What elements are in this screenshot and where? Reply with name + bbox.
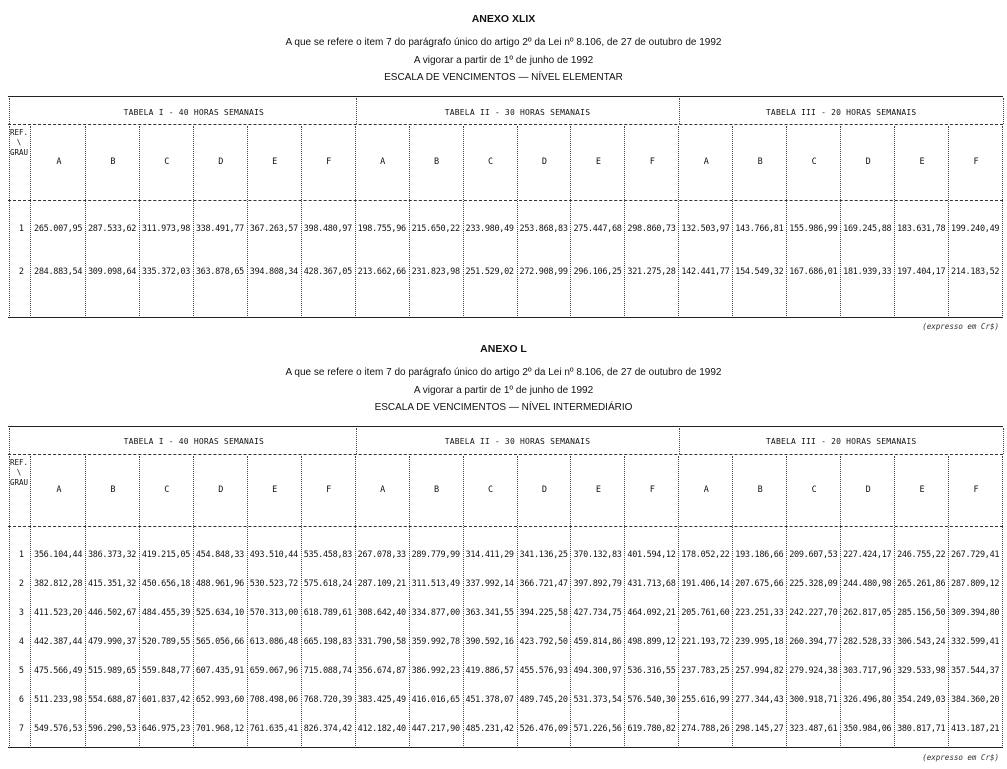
column-separator bbox=[355, 456, 356, 746]
salary-cell: 132.503,97 bbox=[681, 224, 730, 234]
salary-cell: 618.789,61 bbox=[303, 608, 352, 618]
salary-cell: 265.261,86 bbox=[897, 579, 946, 589]
column-separator bbox=[517, 126, 518, 316]
column-header-c: C bbox=[164, 485, 170, 495]
column-header-a: A bbox=[380, 157, 386, 167]
row-grau-label: 3 bbox=[18, 608, 24, 618]
column-separator bbox=[193, 456, 194, 746]
salary-cell: 652.993,60 bbox=[195, 695, 245, 705]
column-header-f: F bbox=[326, 485, 332, 495]
row-grau-label: 4 bbox=[18, 637, 24, 647]
column-header-a: A bbox=[56, 157, 62, 167]
salary-cell: 213.662,66 bbox=[357, 267, 406, 277]
column-header-c: C bbox=[487, 157, 494, 167]
column-separator bbox=[463, 126, 464, 316]
column-separator bbox=[139, 456, 140, 746]
salary-cell: 285.156,50 bbox=[897, 608, 946, 618]
column-header-rule bbox=[8, 526, 1003, 527]
salary-cell: 826.374,42 bbox=[303, 724, 352, 734]
salary-cell: 298.860,73 bbox=[627, 224, 676, 234]
annex1-footnote: (expresso em Cr$) bbox=[922, 322, 999, 331]
salary-cell: 311.513,49 bbox=[411, 579, 460, 589]
salary-cell: 277.344,43 bbox=[735, 695, 784, 705]
ref-grau-label: GRAU bbox=[10, 478, 29, 487]
salary-cell: 601.837,42 bbox=[141, 695, 191, 705]
salary-cell: 306.543,24 bbox=[897, 637, 946, 647]
salary-cell: 331.790,58 bbox=[357, 637, 406, 647]
salary-cell: 274.788,26 bbox=[681, 724, 730, 734]
column-header-d: D bbox=[218, 157, 224, 167]
annex1-subtitle-date: A vigorar a partir de 1º de junho de 1992 bbox=[413, 55, 594, 66]
column-header-b: B bbox=[757, 485, 763, 495]
column-separator bbox=[30, 456, 31, 746]
annex1-subtitle-scale: ESCALA DE VENCIMENTOS — NÍVEL ELEMENTAR bbox=[384, 72, 623, 83]
salary-cell: 272.908,99 bbox=[519, 267, 568, 277]
group-separator bbox=[356, 428, 357, 454]
column-header-a: A bbox=[56, 485, 62, 495]
salary-cell: 357.544,37 bbox=[951, 666, 1000, 676]
salary-cell: 607.435,91 bbox=[195, 666, 245, 676]
salary-cell: 485.231,42 bbox=[465, 724, 514, 734]
salary-cell: 308.642,40 bbox=[357, 608, 406, 618]
salary-cell: 489.745,20 bbox=[519, 695, 568, 705]
salary-cell: 511.233,98 bbox=[34, 695, 83, 705]
salary-cell: 267.729,41 bbox=[951, 550, 1000, 560]
salary-cell: 231.823,98 bbox=[411, 267, 460, 277]
column-separator bbox=[840, 126, 841, 316]
salary-cell: 386.373,32 bbox=[87, 550, 137, 560]
salary-cell: 367.263,57 bbox=[249, 224, 298, 234]
column-separator bbox=[678, 126, 679, 316]
group-separator bbox=[1003, 428, 1004, 454]
column-header-b: B bbox=[110, 485, 116, 495]
salary-cell: 314.411,29 bbox=[465, 550, 514, 560]
salary-cell: 287.109,21 bbox=[357, 579, 406, 589]
left-edge-separator bbox=[9, 126, 10, 316]
salary-cell: 279.924,38 bbox=[789, 666, 838, 676]
salary-cell: 309.098,64 bbox=[87, 267, 137, 277]
salary-cell: 450.656,18 bbox=[141, 579, 191, 589]
salary-cell: 442.387,44 bbox=[34, 637, 83, 647]
salary-cell: 298.145,27 bbox=[735, 724, 784, 734]
salary-cell: 275.447,68 bbox=[573, 224, 622, 234]
column-header-c: C bbox=[487, 485, 494, 495]
salary-cell: 335.372,03 bbox=[141, 267, 191, 277]
column-separator bbox=[193, 126, 194, 316]
group-header: TABELA II - 30 HORAS SEMANAIS bbox=[444, 437, 591, 446]
column-separator bbox=[570, 456, 571, 746]
column-separator bbox=[570, 126, 571, 316]
salary-cell: 287.533,62 bbox=[87, 224, 137, 234]
column-header-c: C bbox=[811, 485, 817, 495]
salary-cell: 341.136,25 bbox=[519, 550, 568, 560]
group-header-rule bbox=[8, 124, 1003, 125]
annex1-title: ANEXO XLIX bbox=[471, 13, 536, 25]
salary-cell: 715.088,74 bbox=[303, 666, 352, 676]
salary-cell: 401.594,12 bbox=[627, 550, 676, 560]
column-header-f: F bbox=[973, 485, 979, 495]
salary-cell: 559.848,77 bbox=[141, 666, 191, 676]
column-separator bbox=[732, 456, 733, 746]
ref-grau-label: REF. bbox=[10, 458, 29, 467]
annex2-subtitle-scale: ESCALA DE VENCIMENTOS — NÍVEL INTERMEDIÁRIO bbox=[374, 402, 633, 413]
column-separator bbox=[894, 126, 895, 316]
column-header-a: A bbox=[380, 485, 386, 495]
column-separator bbox=[624, 456, 625, 746]
salary-cell: 359.992,78 bbox=[411, 637, 460, 647]
salary-cell: 646.975,23 bbox=[141, 724, 191, 734]
column-header-rule bbox=[8, 200, 1003, 201]
salary-cell: 411.523,20 bbox=[34, 608, 83, 618]
table-top-rule bbox=[8, 426, 1003, 427]
column-header-d: D bbox=[865, 485, 871, 495]
salary-cell: 227.424,17 bbox=[843, 550, 892, 560]
group-header: TABELA III - 20 HORAS SEMANAIS bbox=[765, 437, 917, 446]
column-header-c: C bbox=[164, 157, 170, 167]
salary-cell: 531.373,54 bbox=[573, 695, 622, 705]
salary-cell: 197.404,17 bbox=[897, 267, 946, 277]
column-header-e: E bbox=[272, 157, 278, 167]
group-separator bbox=[679, 428, 680, 454]
column-header-d: D bbox=[541, 157, 548, 167]
column-separator bbox=[409, 456, 410, 746]
column-separator bbox=[301, 456, 302, 746]
salary-cell: 207.675,66 bbox=[735, 579, 784, 589]
salary-cell: 494.300,97 bbox=[573, 666, 622, 676]
column-header-e: E bbox=[919, 485, 925, 495]
salary-cell: 475.566,49 bbox=[34, 666, 83, 676]
column-separator bbox=[948, 126, 949, 316]
salary-cell: 255.616,99 bbox=[681, 695, 730, 705]
salary-cell: 394.808,34 bbox=[249, 267, 298, 277]
salary-cell: 708.498,06 bbox=[249, 695, 298, 705]
column-separator bbox=[678, 456, 679, 746]
salary-cell: 183.631,78 bbox=[897, 224, 946, 234]
salary-cell: 289.779,99 bbox=[411, 550, 460, 560]
salary-cell: 260.394,77 bbox=[789, 637, 838, 647]
salary-cell: 382.812,28 bbox=[34, 579, 83, 589]
column-separator bbox=[786, 126, 787, 316]
salary-cell: 354.249,03 bbox=[897, 695, 946, 705]
salary-cell: 665.198,83 bbox=[303, 637, 352, 647]
column-header-d: D bbox=[218, 485, 224, 495]
row-grau-label: 1 bbox=[18, 224, 24, 234]
salary-cell: 386.992,23 bbox=[411, 666, 460, 676]
annex2-salary-table bbox=[8, 426, 1003, 748]
salary-cell: 383.425,49 bbox=[357, 695, 406, 705]
column-separator bbox=[301, 126, 302, 316]
salary-cell: 233.980,49 bbox=[465, 224, 514, 234]
salary-cell: 659.067,96 bbox=[249, 666, 298, 676]
salary-cell: 334.877,00 bbox=[411, 608, 460, 618]
column-header-c: C bbox=[811, 157, 817, 167]
annex1-salary-table bbox=[8, 96, 1003, 318]
salary-cell: 142.441,77 bbox=[681, 267, 730, 277]
salary-cell: 155.986,99 bbox=[789, 224, 838, 234]
salary-cell: 520.789,55 bbox=[141, 637, 191, 647]
annex2-subtitle-date: A vigorar a partir de 1º de junho de 1992 bbox=[413, 385, 594, 396]
column-header-b: B bbox=[110, 157, 116, 167]
column-header-e: E bbox=[595, 157, 601, 167]
column-header-f: F bbox=[649, 157, 655, 167]
salary-cell: 321.275,28 bbox=[627, 267, 676, 277]
salary-cell: 205.761,60 bbox=[681, 608, 730, 618]
salary-cell: 412.182,40 bbox=[357, 724, 406, 734]
salary-cell: 397.892,79 bbox=[573, 579, 622, 589]
salary-cell: 326.496,80 bbox=[843, 695, 892, 705]
salary-cell: 169.245,88 bbox=[843, 224, 892, 234]
salary-cell: 370.132,83 bbox=[573, 550, 622, 560]
salary-cell: 239.995,18 bbox=[735, 637, 784, 647]
salary-cell: 338.491,77 bbox=[195, 224, 245, 234]
salary-cell: 530.523,72 bbox=[249, 579, 298, 589]
salary-cell: 431.713,68 bbox=[627, 579, 676, 589]
ref-grau-label: \ bbox=[16, 468, 22, 477]
salary-cell: 565.056,66 bbox=[195, 637, 245, 647]
salary-cell: 484.455,39 bbox=[141, 608, 191, 618]
salary-cell: 415.351,32 bbox=[87, 579, 137, 589]
annex2-subtitle-law: A que se refere o item 7 do parágrafo único do artigo 2º da Lei nº 8.106, de 27 de outubro de 1992 bbox=[285, 367, 722, 378]
group-separator bbox=[9, 98, 10, 124]
salary-cell: 390.592,16 bbox=[465, 637, 514, 647]
column-separator bbox=[624, 126, 625, 316]
salary-cell: 225.328,09 bbox=[789, 579, 838, 589]
salary-cell: 329.533,98 bbox=[897, 666, 946, 676]
salary-cell: 356.104,44 bbox=[34, 550, 83, 560]
salary-cell: 296.106,25 bbox=[573, 267, 622, 277]
salary-cell: 427.734,75 bbox=[573, 608, 622, 618]
row-grau-label: 6 bbox=[18, 695, 24, 705]
salary-cell: 488.961,96 bbox=[195, 579, 245, 589]
salary-cell: 596.290,53 bbox=[87, 724, 137, 734]
group-header: TABELA II - 30 HORAS SEMANAIS bbox=[444, 108, 591, 117]
salary-cell: 242.227,70 bbox=[789, 608, 838, 618]
column-separator bbox=[1002, 126, 1003, 316]
salary-cell: 143.766,81 bbox=[735, 224, 784, 234]
column-separator bbox=[30, 126, 31, 316]
salary-cell: 428.367,05 bbox=[303, 267, 352, 277]
salary-cell: 191.406,14 bbox=[681, 579, 730, 589]
salary-cell: 181.939,33 bbox=[843, 267, 892, 277]
column-header-e: E bbox=[919, 157, 925, 167]
column-separator bbox=[894, 456, 895, 746]
salary-cell: 570.313,00 bbox=[249, 608, 298, 618]
annex1-subtitle-law: A que se refere o item 7 do parágrafo único do artigo 2º da Lei nº 8.106, de 27 de outubro de 1992 bbox=[285, 37, 722, 48]
salary-cell: 554.688,87 bbox=[87, 695, 137, 705]
salary-cell: 209.607,53 bbox=[789, 550, 838, 560]
salary-cell: 380.817,71 bbox=[897, 724, 946, 734]
row-grau-label: 7 bbox=[18, 724, 24, 734]
salary-cell: 451.378,07 bbox=[465, 695, 514, 705]
salary-cell: 350.984,06 bbox=[843, 724, 892, 734]
salary-cell: 284.883,54 bbox=[34, 267, 83, 277]
ref-grau-label: REF. bbox=[10, 128, 29, 137]
salary-cell: 300.918,71 bbox=[789, 695, 838, 705]
salary-cell: 287.809,12 bbox=[951, 579, 1000, 589]
salary-cell: 571.226,56 bbox=[573, 724, 622, 734]
salary-cell: 251.529,02 bbox=[465, 267, 514, 277]
salary-cell: 701.968,12 bbox=[195, 724, 245, 734]
group-separator bbox=[356, 98, 357, 124]
column-header-f: F bbox=[973, 157, 979, 167]
column-separator bbox=[85, 126, 86, 316]
column-header-a: A bbox=[703, 485, 709, 495]
salary-cell: 167.686,01 bbox=[789, 267, 838, 277]
salary-cell: 493.510,44 bbox=[249, 550, 298, 560]
salary-cell: 282.528,33 bbox=[843, 637, 892, 647]
row-grau-label: 2 bbox=[18, 267, 24, 277]
table-top-rule bbox=[8, 96, 1003, 97]
column-separator bbox=[139, 126, 140, 316]
salary-cell: 549.576,53 bbox=[34, 724, 83, 734]
annex2-title: ANEXO L bbox=[480, 343, 527, 355]
column-separator bbox=[247, 126, 248, 316]
group-header: TABELA III - 20 HORAS SEMANAIS bbox=[765, 108, 917, 117]
salary-cell: 265.007,95 bbox=[34, 224, 83, 234]
column-header-d: D bbox=[541, 485, 548, 495]
column-separator bbox=[85, 456, 86, 746]
salary-cell: 363.878,65 bbox=[195, 267, 245, 277]
salary-cell: 198.755,96 bbox=[357, 224, 406, 234]
salary-cell: 394.225,58 bbox=[519, 608, 568, 618]
salary-cell: 384.360,20 bbox=[951, 695, 1000, 705]
salary-cell: 257.994,82 bbox=[735, 666, 784, 676]
column-header-f: F bbox=[649, 485, 655, 495]
salary-cell: 413.187,21 bbox=[951, 724, 1000, 734]
salary-cell: 237.783,25 bbox=[681, 666, 730, 676]
column-header-d: D bbox=[865, 157, 871, 167]
salary-cell: 244.480,98 bbox=[843, 579, 892, 589]
column-separator bbox=[247, 456, 248, 746]
column-separator bbox=[517, 456, 518, 746]
salary-cell: 454.848,33 bbox=[195, 550, 245, 560]
salary-cell: 363.341,55 bbox=[465, 608, 514, 618]
salary-cell: 525.634,10 bbox=[195, 608, 245, 618]
salary-cell: 515.989,65 bbox=[87, 666, 137, 676]
salary-cell: 419.886,57 bbox=[465, 666, 514, 676]
salary-cell: 761.635,41 bbox=[249, 724, 298, 734]
salary-cell: 246.755,22 bbox=[897, 550, 946, 560]
column-separator bbox=[786, 456, 787, 746]
salary-cell: 526.476,09 bbox=[519, 724, 568, 734]
salary-cell: 154.549,32 bbox=[735, 267, 784, 277]
salary-cell: 323.487,61 bbox=[789, 724, 838, 734]
group-header-rule bbox=[8, 454, 1003, 455]
salary-cell: 337.992,14 bbox=[465, 579, 514, 589]
salary-cell: 536.316,55 bbox=[627, 666, 676, 676]
annex2-footnote: (expresso em Cr$) bbox=[922, 753, 999, 762]
salary-cell: 446.502,67 bbox=[87, 608, 137, 618]
salary-cell: 398.480,97 bbox=[303, 224, 352, 234]
salary-cell: 199.240,49 bbox=[951, 224, 1000, 234]
row-grau-label: 2 bbox=[18, 579, 24, 589]
column-header-e: E bbox=[595, 485, 601, 495]
salary-cell: 366.721,47 bbox=[519, 579, 568, 589]
salary-cell: 447.217,90 bbox=[411, 724, 460, 734]
salary-cell: 262.817,05 bbox=[843, 608, 892, 618]
salary-cell: 459.814,86 bbox=[573, 637, 622, 647]
salary-cell: 455.576,93 bbox=[519, 666, 568, 676]
salary-cell: 309.394,80 bbox=[951, 608, 1000, 618]
ref-grau-label: GRAU bbox=[10, 148, 29, 157]
salary-cell: 479.990,37 bbox=[87, 637, 137, 647]
salary-cell: 267.078,33 bbox=[357, 550, 406, 560]
salary-cell: 223.251,33 bbox=[735, 608, 784, 618]
column-header-a: A bbox=[703, 157, 709, 167]
salary-cell: 215.650,22 bbox=[411, 224, 460, 234]
salary-cell: 221.193,72 bbox=[681, 637, 730, 647]
salary-cell: 193.186,66 bbox=[735, 550, 784, 560]
salary-cell: 419.215,05 bbox=[141, 550, 191, 560]
column-separator bbox=[463, 456, 464, 746]
salary-cell: 619.780,82 bbox=[627, 724, 676, 734]
column-header-b: B bbox=[757, 157, 763, 167]
column-header-e: E bbox=[272, 485, 278, 495]
group-separator bbox=[1003, 98, 1004, 124]
column-header-f: F bbox=[326, 157, 332, 167]
row-grau-label: 1 bbox=[18, 550, 24, 560]
group-header: TABELA I - 40 HORAS SEMANAIS bbox=[123, 108, 265, 117]
table-bottom-rule bbox=[8, 747, 1003, 748]
column-separator bbox=[948, 456, 949, 746]
salary-cell: 464.092,21 bbox=[627, 608, 676, 618]
salary-cell: 423.792,50 bbox=[519, 637, 568, 647]
ref-grau-label: \ bbox=[16, 138, 22, 147]
salary-cell: 303.717,96 bbox=[843, 666, 892, 676]
column-header-b: B bbox=[434, 157, 440, 167]
table-bottom-rule bbox=[8, 317, 1003, 318]
column-header-b: B bbox=[434, 485, 440, 495]
row-grau-label: 5 bbox=[18, 666, 24, 676]
salary-cell: 768.720,39 bbox=[303, 695, 352, 705]
salary-cell: 613.086,48 bbox=[249, 637, 298, 647]
group-separator bbox=[679, 98, 680, 124]
salary-cell: 253.868,83 bbox=[519, 224, 568, 234]
salary-cell: 576.540,30 bbox=[627, 695, 676, 705]
salary-cell: 535.458,83 bbox=[303, 550, 352, 560]
salary-cell: 416.016,65 bbox=[411, 695, 460, 705]
column-separator bbox=[355, 126, 356, 316]
column-separator bbox=[409, 126, 410, 316]
group-separator bbox=[9, 428, 10, 454]
column-separator bbox=[732, 126, 733, 316]
salary-cell: 311.973,98 bbox=[141, 224, 191, 234]
salary-cell: 178.052,22 bbox=[681, 550, 730, 560]
salary-cell: 575.618,24 bbox=[303, 579, 352, 589]
group-header: TABELA I - 40 HORAS SEMANAIS bbox=[123, 437, 265, 446]
column-separator bbox=[840, 456, 841, 746]
salary-cell: 214.183,52 bbox=[951, 267, 1000, 277]
salary-cell: 356.674,87 bbox=[357, 666, 406, 676]
column-separator bbox=[1002, 456, 1003, 746]
salary-cell: 332.599,41 bbox=[951, 637, 1000, 647]
salary-cell: 498.899,12 bbox=[627, 637, 676, 647]
